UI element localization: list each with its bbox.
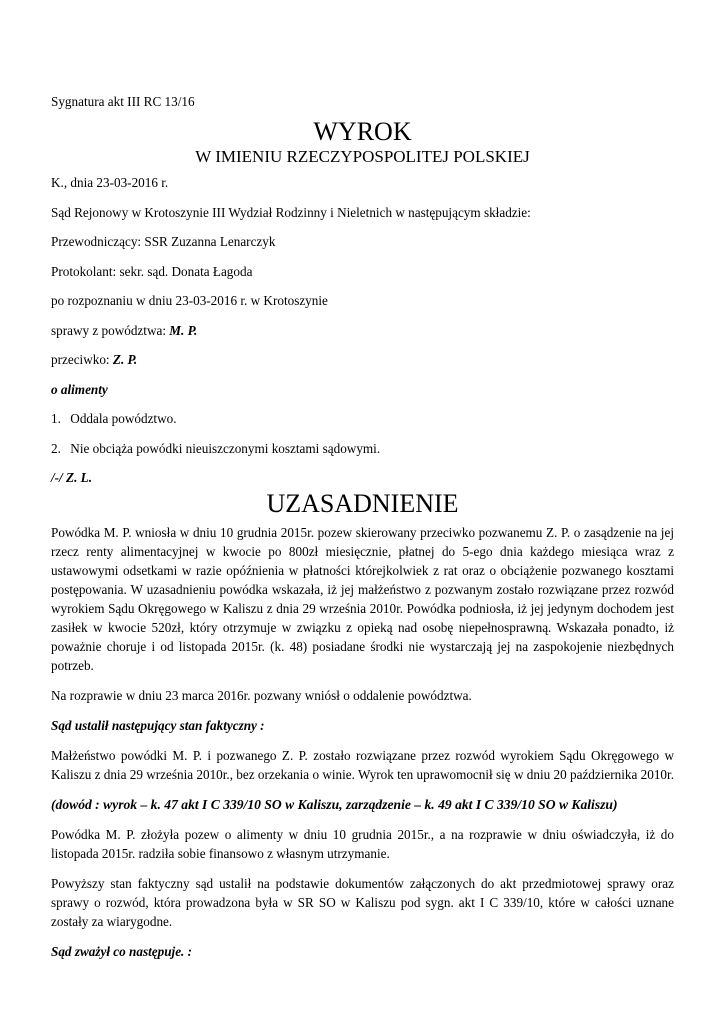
hearing-info: po rozpoznaniu w dniu 23-03-2016 r. w Krotoszynie bbox=[51, 293, 328, 308]
defendant-line bbox=[51, 350, 674, 369]
defendant-name: Z. P. bbox=[112, 352, 138, 367]
justification-paragraph-4: Powódka M. P. złożyła pozew o alimenty w dniu 10 grudnia 2015r., a na rozprawie w dniu oświadczyła, iż do listopada 2015r. radziła sobie finansowo z własnym utrzymanie. bbox=[51, 827, 674, 861]
place-date: K., dnia 23-03-2016 r. bbox=[51, 175, 169, 190]
judge-signature: /-/ Z. L. bbox=[51, 470, 93, 485]
justification-paragraph-5: Powyższy stan faktyczny sąd ustalił na podstawie dokumentów załączonych do akt przedmiotowej sprawy oraz sprawy o rozwód, która prowadzona była w SR SO w Kaliszu pod sygn. akt I C 339/10, które w całości uznane zostały za wiarygodne. bbox=[51, 876, 674, 929]
ruling-item-text: Nie obciąża powódki nieuiszczonymi kosztami sądowymi. bbox=[70, 440, 381, 456]
court-composition: Sąd Rejonowy w Krotoszynie III Wydział Rodzinny i Nieletnich w następującym składzie: bbox=[51, 204, 531, 220]
findings-heading: Sąd ustalił następujący stan faktyczny : bbox=[51, 718, 265, 733]
ruling-item-text: Oddala powództwo. bbox=[70, 411, 177, 426]
ruling-item-1 bbox=[51, 409, 674, 428]
ruling-item-number: 1. bbox=[51, 411, 61, 426]
document-subtitle: W IMIENIU RZECZYPOSPOLITEJ POLSKIEJ bbox=[195, 147, 530, 166]
defendant-prefix: przeciwko: bbox=[51, 352, 113, 367]
court-clerk: Protokolant: sekr. sąd. Donata Łagoda bbox=[51, 263, 253, 279]
considerations-heading: Sąd zważył co następuje. : bbox=[51, 944, 193, 959]
document-page bbox=[51, 92, 674, 972]
justification-paragraph-2: Na rozprawie w dniu 23 marca 2016r. pozwany wniósł o oddalenie powództwa. bbox=[51, 688, 472, 703]
justification-paragraph-1: Powódka M. P. wniosła w dniu 10 grudnia 2015r. pozew skierowany przeciwko pozwanemu Z. P. o zasądzenie na jej rzecz renty alimentacyjnej w kwocie po 800zł miesięcznie, płatnej do 5-ego dnia każdego miesiąca wraz z ustawowymi odsetkami w razie opóźnienia w płatności którejkolwiek z rat oraz o obciążenie pozwanego kosztami postępowania. W uzasadnieniu powódka wskazała, iż jej małżeństwo z pozwanym zostało rozwiązane przez rozwód wyrokiem Sądu Okręgowego w Kaliszu z dnia 29 września 2010r. Powódka podniosła, iż jej jedynym dochodem jest zasiłek w kwocie 520zł, który otrzymuje w związku z opieką nad osobę niepełnosprawną. Wskazała ponadto, iż poważnie choruje i od listopada 2015r. (k. 48) posiadane środki nie wystarczają jej na zaspokojenie niezbędnych potrzeb. bbox=[51, 525, 674, 673]
document-title: WYROK bbox=[313, 117, 412, 146]
justification-paragraph-3: Małżeństwo powódki M. P. i pozwanego Z. P. zostało rozwiązane przez rozwód wyrokiem Sądu Okręgowego w Kaliszu z dnia 29 września 2010r., bez orzekania o winie. Wyrok ten uprawomocnił się w dniu 20 października 2010r. bbox=[51, 748, 674, 782]
plaintiff-line bbox=[51, 321, 674, 340]
presiding-judge: Przewodniczący: SSR Zuzanna Lenarczyk bbox=[51, 234, 276, 249]
case-subject: o alimenty bbox=[51, 381, 108, 397]
plaintiff-prefix: sprawy z powództwa: bbox=[51, 322, 170, 338]
ruling-item-number: 2. bbox=[51, 440, 61, 456]
evidence-note: (dowód : wyrok – k. 47 akt I C 339/10 SO w Kaliszu, zarządzenie – k. 49 akt I C 339/10 SO w Kaliszu) bbox=[51, 797, 618, 812]
case-signature: Sygnatura akt III RC 13/16 bbox=[51, 94, 195, 109]
ruling-item-2 bbox=[51, 439, 674, 458]
plaintiff-name: M. P. bbox=[169, 322, 198, 338]
justification-title: UZASADNIENIE bbox=[266, 489, 459, 518]
